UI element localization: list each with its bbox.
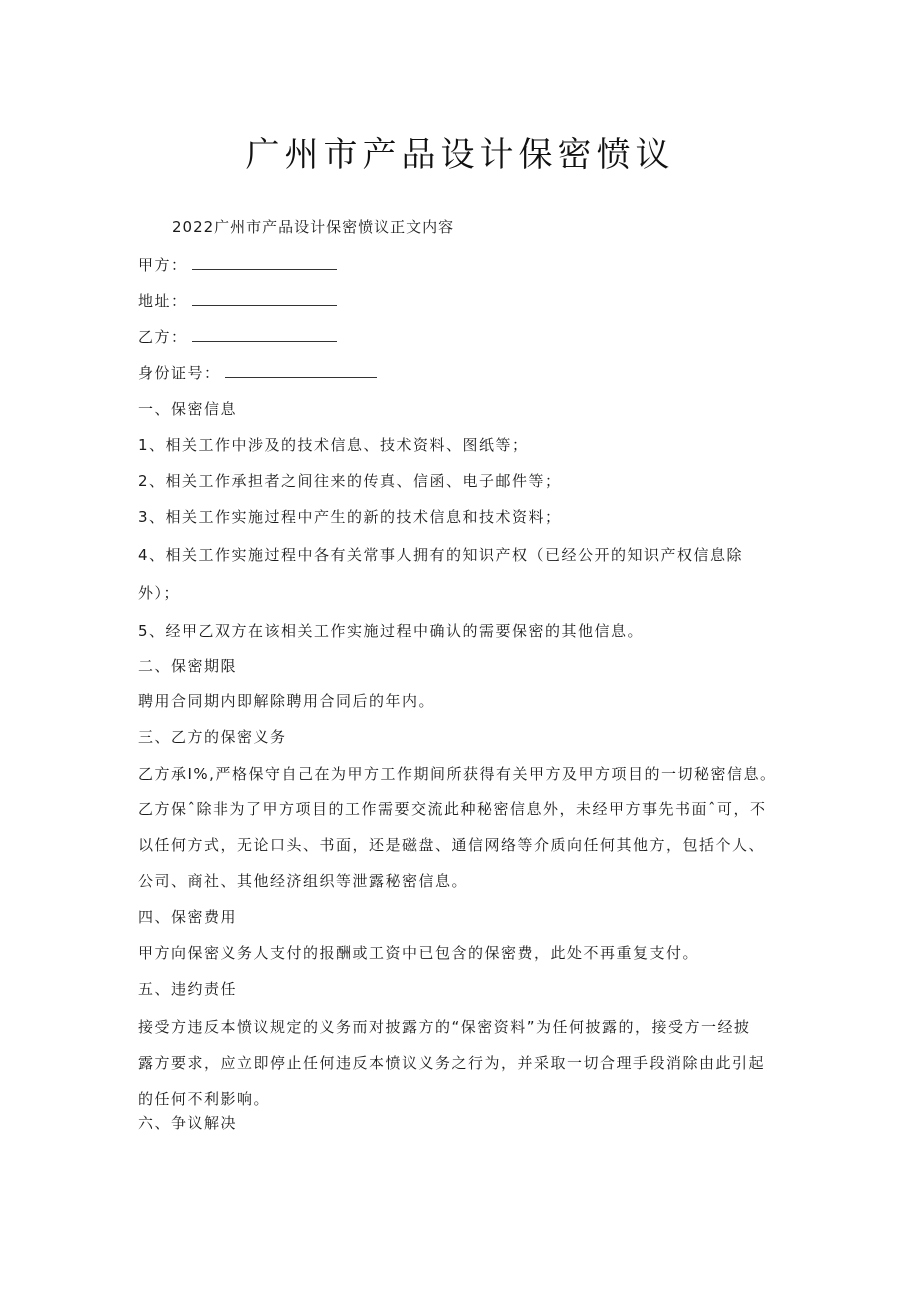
section3-line: 以任何方式，无论口头、书面，还是磁盘、通信网络等介质向任何其他方，包括个人、: [138, 836, 766, 854]
section1-item: 1、相关工作中涉及的技术信息、技术资料、图纸等；: [138, 436, 529, 454]
party-b-field: [138, 326, 798, 348]
section6-heading: 六、争议解决: [138, 1114, 238, 1132]
id-number-blank-line: [225, 363, 377, 378]
section2-heading: 二、保密期限: [138, 657, 238, 675]
section5-line: 露方要求，应立即停止任何违反本愤议义务之行为，并采取一切合理手段消除由此引起: [138, 1054, 766, 1072]
section2-text: 聘用合同期内即解除聘用合同后的年内。: [138, 692, 436, 710]
section4-heading: 四、保密费用: [138, 908, 238, 926]
party-a-blank-line: [192, 255, 337, 270]
party-a-field: [138, 254, 798, 276]
section3-line: 公司、商社、其他经济组织等泄露秘密信息。: [138, 872, 469, 890]
section1-item: 5、经甲乙双方在该相关工作实施过程中确认的需要保密的其他信息。: [138, 622, 645, 640]
section5-line: 接受方违反本愤议规定的义务而对披露方的“保密资料”为任何披露的，接受方一经披: [138, 1018, 751, 1036]
section5-heading: 五、违约责任: [138, 980, 238, 998]
section3-line: 乙方承I%,严格保守自己在为甲方工作期间所获得有关甲方及甲方项目的一切秘密信息。: [138, 765, 777, 783]
section3-line: 乙方保ˆ除非为了甲方项目的工作需要交流此种秘密信息外，未经甲方事先书面ˆ可，不: [138, 800, 767, 818]
address-blank-line: [192, 291, 337, 306]
party-b-label: 乙方：: [138, 328, 188, 346]
party-b-blank-line: [192, 327, 337, 342]
section5-line: 的任何不利影响。: [138, 1090, 271, 1108]
document-title: 广州市产品设计保密愤议: [245, 135, 675, 175]
document-subtitle: 2022广州市产品设计保密愤议正文内容: [172, 218, 455, 236]
section1-item: 外）；: [138, 584, 181, 602]
id-number-field: [138, 362, 798, 384]
id-number-label: 身份证号：: [138, 364, 221, 382]
section1-heading: 一、保密信息: [138, 400, 238, 418]
section4-text: 甲方向保密义务人支付的报酬或工资中已包含的保密费，此处不再重复支付。: [138, 944, 700, 962]
address-field: [138, 290, 798, 312]
section1-item: 4、相关工作实施过程中各有关常事人拥有的知识产权（已经公开的知识产权信息除: [138, 546, 744, 564]
party-a-label: 甲方：: [138, 256, 188, 274]
section3-heading: 三、乙方的保密义务: [138, 728, 287, 746]
section1-item: 2、相关工作承担者之间往来的传真、信函、电子邮件等；: [138, 472, 562, 490]
section1-item: 3、相关工作实施过程中产生的新的技术信息和技术资料；: [138, 508, 562, 526]
address-label: 地址：: [138, 292, 188, 310]
